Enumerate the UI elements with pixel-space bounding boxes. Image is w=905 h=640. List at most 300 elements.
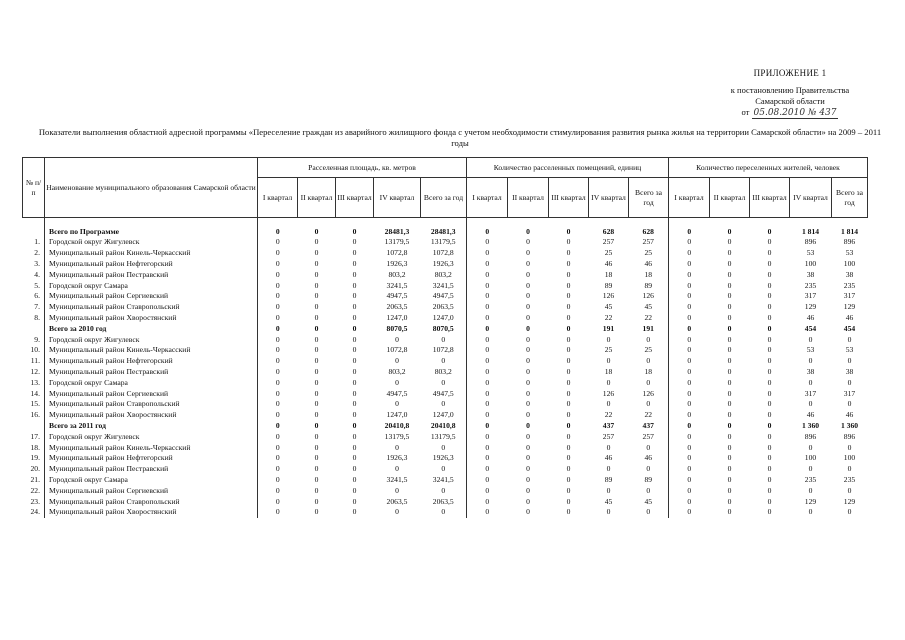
value-cell: 803,2 — [388, 269, 406, 279]
value-cell: 0 — [566, 431, 571, 441]
table-row — [23, 388, 868, 399]
row-number: 15. — [30, 399, 40, 409]
value-cell: 0 — [566, 388, 571, 398]
value-cell: 0 — [314, 431, 319, 441]
value-cell: 0 — [258, 302, 298, 313]
value-cell: 0 — [258, 323, 298, 334]
municipality-name: Муниципальный район Кинель-Черкасский — [45, 442, 258, 453]
value-cell: 0 — [847, 507, 852, 517]
value-cell: 0 — [606, 464, 611, 474]
value-cell: 18 — [644, 269, 653, 279]
value-cell: 0 — [767, 453, 772, 463]
header-q4: IV квартал — [790, 178, 832, 218]
value-cell: 0 — [606, 485, 611, 495]
value-cell: 0 — [467, 431, 508, 442]
header-q1: I квартал — [258, 178, 298, 218]
value-cell: 0 — [467, 356, 508, 367]
row-number: 17. — [30, 431, 40, 441]
value-cell: 0 — [727, 421, 732, 431]
value-cell: 0 — [606, 377, 611, 387]
value-cell: 46 — [604, 453, 613, 463]
header-q3: III квартал — [750, 178, 790, 218]
municipality-name: Муниципальный район Хворостянский — [45, 507, 258, 518]
row-number: 5. — [34, 280, 40, 290]
municipality-name: Муниципальный район Кинель-Черкасский — [45, 248, 258, 259]
row-number: 10. — [30, 345, 40, 355]
value-cell: 0 — [352, 507, 357, 517]
value-cell: 0 — [767, 399, 772, 409]
row-number: 6. — [34, 291, 40, 301]
value-cell: 0 — [314, 280, 319, 290]
value-cell: 25 — [604, 345, 613, 355]
municipality-name: Всего за 2011 год — [45, 420, 258, 431]
value-cell: 0 — [727, 334, 732, 344]
value-cell: 45 — [644, 496, 653, 506]
value-cell: 1 360 — [801, 421, 820, 431]
header-group-people: Количество переселенных жителей, человек — [669, 158, 868, 178]
value-cell: 0 — [669, 464, 710, 475]
value-cell: 0 — [526, 345, 530, 355]
value-cell: 22 — [604, 410, 613, 420]
value-cell: 0 — [727, 248, 732, 258]
value-cell: 0 — [566, 291, 571, 301]
value-cell: 0 — [767, 259, 772, 269]
municipality-name: Городской округ Жигулевск — [45, 431, 258, 442]
value-cell: 0 — [352, 367, 357, 377]
table-row — [23, 507, 868, 518]
appendix-date-line — [690, 107, 890, 119]
value-cell: 0 — [526, 248, 530, 258]
value-cell: 0 — [646, 464, 651, 474]
value-cell: 0 — [767, 431, 772, 441]
value-cell: 0 — [314, 388, 319, 398]
value-cell: 0 — [314, 345, 319, 355]
value-cell: 0 — [566, 410, 571, 420]
value-cell: 0 — [669, 507, 710, 518]
value-cell: 0 — [352, 399, 357, 409]
table-row — [23, 312, 868, 323]
table-row — [23, 485, 868, 496]
value-cell: 0 — [395, 377, 399, 387]
value-cell: 317 — [843, 291, 856, 301]
value-cell: 0 — [314, 302, 319, 312]
value-cell: 0 — [526, 485, 530, 495]
value-cell: 0 — [566, 485, 571, 495]
row-number: 8. — [34, 313, 40, 323]
table-row — [23, 442, 868, 453]
row-number: 20. — [30, 464, 40, 474]
value-cell: 0 — [258, 399, 298, 410]
value-cell: 1072,8 — [386, 248, 408, 258]
value-cell: 0 — [727, 431, 732, 441]
value-cell: 0 — [727, 453, 732, 463]
value-cell: 0 — [352, 280, 357, 290]
value-cell: 1 360 — [840, 421, 859, 431]
value-cell: 0 — [669, 258, 710, 269]
value-cell: 38 — [845, 269, 854, 279]
value-cell: 0 — [566, 464, 571, 474]
value-cell: 1926,3 — [432, 259, 454, 269]
value-cell: 0 — [467, 399, 508, 410]
value-cell: 0 — [352, 475, 357, 485]
row-number: 1. — [34, 237, 40, 247]
value-cell: 0 — [566, 399, 571, 409]
municipality-name: Городской округ Самара — [45, 377, 258, 388]
value-cell: 0 — [258, 366, 298, 377]
municipality-name: Муниципальный район Сергиевский — [45, 291, 258, 302]
value-cell: 0 — [352, 291, 357, 301]
value-cell: 0 — [352, 356, 357, 366]
value-cell: 0 — [258, 464, 298, 475]
value-cell: 0 — [526, 291, 530, 301]
row-number: 12. — [30, 367, 40, 377]
value-cell: 0 — [314, 399, 319, 409]
value-cell: 0 — [467, 258, 508, 269]
value-cell: 0 — [467, 345, 508, 356]
value-cell: 18 — [604, 367, 613, 377]
value-cell: 126 — [642, 291, 654, 301]
value-cell: 0 — [767, 410, 772, 420]
value-cell: 0 — [767, 356, 772, 366]
value-cell: 0 — [314, 377, 319, 387]
value-cell: 0 — [352, 334, 357, 344]
municipality-name: Городской округ Жигулевск — [45, 334, 258, 345]
value-cell: 0 — [808, 442, 813, 452]
value-cell: 0 — [767, 464, 772, 474]
value-cell: 257 — [602, 431, 615, 441]
value-cell: 0 — [727, 399, 732, 409]
value-cell: 0 — [669, 312, 710, 323]
value-cell: 0 — [606, 399, 611, 409]
value-cell: 0 — [669, 431, 710, 442]
value-cell: 0 — [314, 237, 319, 247]
value-cell: 0 — [526, 431, 530, 441]
value-cell: 235 — [843, 475, 856, 485]
value-cell: 0 — [314, 410, 319, 420]
value-cell: 0 — [258, 485, 298, 496]
value-cell: 46 — [644, 259, 653, 269]
row-number: 16. — [30, 410, 40, 420]
value-cell: 0 — [314, 323, 319, 333]
value-cell: 0 — [526, 421, 530, 431]
value-cell: 0 — [314, 269, 319, 279]
table-total-row — [23, 420, 868, 431]
value-cell: 0 — [808, 356, 813, 366]
value-cell: 0 — [669, 496, 710, 507]
value-cell: 0 — [258, 312, 298, 323]
value-cell: 0 — [467, 442, 508, 453]
value-cell: 45 — [644, 302, 653, 312]
value-cell: 1247,0 — [432, 313, 454, 323]
row-number: 23. — [30, 496, 40, 506]
value-cell: 896 — [843, 431, 856, 441]
municipality-name: Муниципальный район Хворостянский — [45, 312, 258, 323]
value-cell: 100 — [843, 453, 856, 463]
value-cell: 126 — [642, 388, 654, 398]
value-cell: 0 — [727, 377, 732, 387]
value-cell: 235 — [804, 475, 817, 485]
row-number — [23, 323, 45, 334]
value-cell: 46 — [845, 410, 854, 420]
value-cell: 0 — [566, 323, 571, 333]
value-cell: 0 — [669, 453, 710, 464]
header-q2: II квартал — [508, 178, 549, 218]
value-cell: 0 — [847, 464, 852, 474]
value-cell: 0 — [395, 399, 399, 409]
value-cell: 0 — [669, 302, 710, 313]
value-cell: 0 — [566, 453, 571, 463]
value-cell: 0 — [727, 259, 732, 269]
value-cell: 45 — [604, 496, 613, 506]
value-cell: 0 — [727, 475, 732, 485]
value-cell: 0 — [566, 259, 571, 269]
municipality-name: Всего по Программе — [45, 226, 258, 237]
value-cell: 0 — [258, 356, 298, 367]
value-cell: 0 — [727, 280, 732, 290]
value-cell: 257 — [642, 431, 654, 441]
value-cell: 0 — [314, 259, 319, 269]
value-cell: 317 — [804, 291, 817, 301]
value-cell: 0 — [606, 507, 611, 517]
value-cell: 0 — [352, 269, 357, 279]
value-cell: 0 — [566, 421, 571, 431]
value-cell: 0 — [847, 442, 852, 452]
value-cell: 1 814 — [840, 226, 859, 236]
value-cell: 317 — [804, 388, 817, 398]
value-cell: 0 — [606, 356, 611, 366]
value-cell: 0 — [526, 377, 530, 387]
value-cell: 0 — [566, 248, 571, 258]
value-cell: 0 — [467, 388, 508, 399]
value-cell: 100 — [843, 259, 856, 269]
table-row — [23, 248, 868, 259]
value-cell: 0 — [566, 507, 571, 517]
value-cell: 628 — [642, 226, 654, 236]
value-cell: 0 — [767, 377, 772, 387]
value-cell: 0 — [352, 485, 357, 495]
value-cell: 0 — [566, 302, 571, 312]
value-cell: 0 — [727, 388, 732, 398]
value-cell: 437 — [602, 421, 615, 431]
value-cell: 129 — [843, 496, 856, 506]
value-cell: 0 — [526, 475, 530, 485]
value-cell: 628 — [602, 226, 615, 236]
value-cell: 0 — [395, 485, 399, 495]
value-cell: 0 — [467, 377, 508, 388]
municipality-name: Муниципальный район Сергиевский — [45, 485, 258, 496]
value-cell: 896 — [843, 237, 856, 247]
value-cell: 0 — [441, 334, 446, 344]
value-cell: 0 — [669, 474, 710, 485]
value-cell: 0 — [767, 367, 772, 377]
value-cell: 0 — [808, 485, 813, 495]
value-cell: 0 — [767, 388, 772, 398]
value-cell: 0 — [467, 334, 508, 345]
row-number: 18. — [30, 442, 40, 452]
table-spacer-row — [23, 218, 868, 227]
header-q4: IV квартал — [374, 178, 421, 218]
municipality-name: Городской округ Самара — [45, 280, 258, 291]
value-cell: 13179,5 — [430, 237, 456, 247]
value-cell: 0 — [669, 377, 710, 388]
value-cell: 0 — [767, 302, 772, 312]
value-cell: 0 — [352, 496, 357, 506]
value-cell: 0 — [314, 421, 319, 431]
value-cell: 0 — [727, 291, 732, 301]
value-cell: 0 — [669, 366, 710, 377]
value-cell: 0 — [352, 345, 357, 355]
table-row — [23, 302, 868, 313]
value-cell: 454 — [804, 323, 817, 333]
value-cell: 437 — [642, 421, 654, 431]
value-cell: 0 — [808, 507, 813, 517]
value-cell: 0 — [669, 442, 710, 453]
value-cell: 0 — [669, 485, 710, 496]
value-cell: 0 — [352, 259, 357, 269]
value-cell: 46 — [806, 410, 815, 420]
table-row — [23, 280, 868, 291]
row-number: 2. — [34, 248, 40, 258]
value-cell: 0 — [767, 323, 772, 333]
value-cell: 0 — [566, 313, 571, 323]
row-number: 21. — [30, 475, 40, 485]
value-cell: 0 — [441, 356, 446, 366]
value-cell: 0 — [258, 237, 298, 248]
municipality-name: Муниципальный район Нефтегорский — [45, 258, 258, 269]
value-cell: 0 — [669, 323, 710, 334]
value-cell: 4947,5 — [386, 291, 408, 301]
municipality-name: Муниципальный район Пестравский — [45, 269, 258, 280]
value-cell: 0 — [258, 388, 298, 399]
table-row — [23, 237, 868, 248]
value-cell: 0 — [395, 507, 399, 517]
value-cell: 0 — [352, 323, 357, 333]
value-cell: 1926,3 — [386, 259, 408, 269]
value-cell: 0 — [258, 453, 298, 464]
value-cell: 100 — [804, 259, 817, 269]
value-cell: 0 — [258, 226, 298, 237]
value-cell: 317 — [843, 388, 856, 398]
value-cell: 0 — [352, 442, 357, 452]
value-cell: 0 — [566, 475, 571, 485]
appendix-line-1: к постановлению Правительства — [730, 85, 850, 95]
value-cell: 1072,8 — [432, 248, 454, 258]
value-cell: 0 — [767, 269, 772, 279]
table-row — [23, 410, 868, 421]
value-cell: 0 — [767, 248, 772, 258]
value-cell: 18 — [604, 269, 613, 279]
value-cell: 0 — [526, 269, 530, 279]
handwritten-date-number: 05.08.2010 № 437 — [753, 108, 837, 118]
value-cell: 20410,8 — [430, 421, 456, 431]
table-row — [23, 399, 868, 410]
value-cell: 0 — [646, 485, 651, 495]
value-cell: 191 — [642, 323, 654, 333]
value-cell: 0 — [566, 367, 571, 377]
value-cell: 0 — [669, 280, 710, 291]
value-cell: 129 — [804, 302, 817, 312]
value-cell: 0 — [258, 410, 298, 421]
value-cell: 0 — [467, 410, 508, 421]
value-cell: 0 — [258, 280, 298, 291]
value-cell: 0 — [767, 291, 772, 301]
value-cell: 8070,5 — [386, 323, 408, 333]
value-cell: 0 — [258, 334, 298, 345]
value-cell: 89 — [644, 280, 653, 290]
value-cell: 0 — [352, 377, 357, 387]
row-number — [23, 226, 45, 237]
value-cell: 0 — [467, 464, 508, 475]
value-cell: 0 — [314, 442, 319, 452]
value-cell: 0 — [669, 334, 710, 345]
header-name: Наименование муниципального образования Самарской области — [45, 158, 258, 218]
value-cell: 2063,5 — [386, 302, 408, 312]
value-cell: 0 — [767, 345, 772, 355]
value-cell: 0 — [566, 334, 571, 344]
value-cell: 0 — [727, 485, 732, 495]
table-row — [23, 496, 868, 507]
value-cell: 1072,8 — [432, 345, 454, 355]
row-number — [23, 420, 45, 431]
value-cell: 0 — [467, 453, 508, 464]
row-number: 11. — [30, 356, 40, 366]
table-row — [23, 377, 868, 388]
value-cell: 0 — [767, 421, 772, 431]
row-number: 19. — [30, 453, 40, 463]
value-cell: 0 — [847, 377, 852, 387]
value-cell: 0 — [314, 248, 319, 258]
table-row — [23, 431, 868, 442]
value-cell: 0 — [314, 367, 319, 377]
row-number: 4. — [34, 269, 40, 279]
value-cell: 0 — [441, 442, 446, 452]
value-cell: 0 — [646, 442, 651, 452]
value-cell: 0 — [808, 399, 813, 409]
value-cell: 0 — [526, 410, 530, 420]
value-cell: 0 — [526, 280, 530, 290]
municipality-name: Муниципальный район Ставропольский — [45, 302, 258, 313]
value-cell: 45 — [604, 302, 613, 312]
value-cell: 3241,5 — [386, 475, 408, 485]
value-cell: 0 — [727, 442, 732, 452]
table-row — [23, 474, 868, 485]
value-cell: 0 — [566, 496, 571, 506]
value-cell: 0 — [314, 356, 319, 366]
value-cell: 0 — [808, 464, 813, 474]
municipality-name: Городской округ Жигулевск — [45, 237, 258, 248]
value-cell: 0 — [258, 420, 298, 431]
document-title: Показатели выполнения областной адресной программы «Переселение граждан из аварийного жилищного фонда с учетом необходимости стимулирования развития рынка жилья на территории Самарской области» на 2009 – 2011 годы — [38, 127, 882, 148]
value-cell: 0 — [314, 453, 319, 463]
value-cell: 0 — [566, 237, 571, 247]
value-cell: 0 — [566, 280, 571, 290]
value-cell: 0 — [526, 453, 530, 463]
row-number: 3. — [34, 259, 40, 269]
value-cell: 0 — [258, 258, 298, 269]
value-cell: 0 — [314, 496, 319, 506]
municipality-name: Муниципальный район Сергиевский — [45, 388, 258, 399]
value-cell: 803,2 — [434, 269, 452, 279]
table-total-row — [23, 323, 868, 334]
value-cell: 46 — [806, 313, 815, 323]
value-cell: 0 — [646, 334, 651, 344]
value-cell: 0 — [847, 399, 852, 409]
value-cell: 0 — [441, 377, 446, 387]
value-cell: 0 — [441, 507, 446, 517]
row-number: 9. — [34, 334, 40, 344]
value-cell: 0 — [727, 367, 732, 377]
appendix-line-2: Самарской области — [755, 96, 825, 106]
